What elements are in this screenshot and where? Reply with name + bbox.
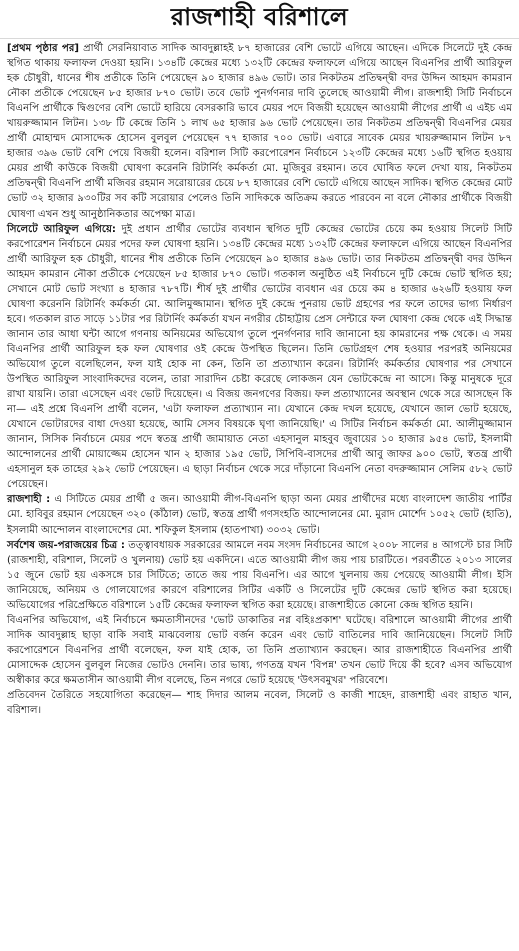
paragraph-continuation bbox=[7, 41, 512, 222]
section-lead: সিলেটে আরিফুল এগিয়ে: bbox=[7, 223, 116, 235]
paragraph-text: তত্ত্বাবধায়ক সরকারের আমলে নবম সংসদ নির্বাচনের আগে ২০০৮ সালের ৪ আগস্টে চার সিটি (রাজশাহী, বরিশাল, সিলেট ও খুলনায়) ভোট হয় একদিনে। এতে আওয়ামী লীগ জয় পায় চারটিতে। পরবর্তীতে ২০১৩ সালের ১৫ জুনে ভোট হয় একসঙ্গে চার সিটিতে; তাতে জয় পায় বিএনপি। এর আগে খুলনায় জয় পেয়েছে আওয়ামী লীগ। ইসি জানিয়েছে, অনিয়ম ও গোলযোগের কারণে বরিশালের সিটির একটি ও সিলেটের দুটি কেন্দ্রের ভোট স্থগিত করা হয়েছে। অভিযোগের পরিপ্রেক্ষিতে বরিশালে ১৫টি কেন্দ্রের ফলাফল স্থগিত করা হয়েছে। রাজশাহীতে কোনো কেন্দ্র স্থগিত হয়নি। bbox=[7, 539, 512, 611]
article-headline bbox=[0, 0, 519, 39]
paragraph-text: এ সিটিতে মেয়র প্রার্থী ৫ জন। আওয়ামী লীগ-বিএনপি ছাড়া অন্য মেয়র প্রার্থীদের মধ্যে বাংলাদেশ জাতীয় পার্টির মো. হাবিবুর রহমান পেয়েছেন ৩২০ (কাঁঠাল) ভোট, স্বতন্ত্র প্রার্থী গণসংহতি আন্দোলনের মো. মুরাদ মোর্শেদ ১০৫২ ভোট (হাতি), ইসলামী আন্দোলন বাংলাদেশের মো. শফিকুল ইসলাম (হাতপাখা) ৩০৩২ ভোট। bbox=[7, 494, 512, 536]
paragraph-rajshahi bbox=[7, 492, 512, 537]
paragraph-text: প্রার্থী সেরনিয়াবাত সাদিক আবদুল্লাহই ৮৭ হাজারের বেশি ভোটে এগিয়ে আছেন। এদিকে সিলেটে দুই কেন্দ্র স্থগিত থাকায় ফলাফল দেওয়া হয়নি। ১৩৪টি কেন্দ্রের মধ্যে ১৩২টি কেন্দ্রের ফলাফলে এগিয়ে আছেন বিএনপির প্রার্থী আরিফুল হক চৌধুরী, ধানের শীষ প্রতীকে তিনি পেয়েছেন ৯০ হাজার ৪৯৬ ভোট। তার নিকটতম প্রতিদ্বন্দ্বী বদর উদ্দিন আহমদ কামরান নৌকা প্রতীকে পেয়েছেন ৮৫ হাজার ৮৭০ ভোট। তবে ভোট পুনর্গণনার দাবি তুলেছে আওয়ামী লীগ। রাজশাহী সিটি নির্বাচনে বিএনপি প্রার্থীকে দ্বিগুণের বেশি ভোটে হারিয়ে বেসরকারি ভাবে মেয়র পদে বিজয়ী হয়েছেন আওয়ামী লীগের প্রার্থী এ এইচ এম খায়রুজ্জামান লিটন। ১৩৮ টি কেন্দ্রে তিনি ১ লাখ ৬৫ হাজার ৯৬ ভোট পেয়েছেন। তার নিকটতম প্রতিদ্বন্দ্বী বিএনপির মেয়র প্রার্থী মোহাম্মদ মোসাদ্দেক হোসেন বুলবুল পেয়েছেন ৭৭ হাজার ৭০০ ভোট। এবারে সাবেক মেয়র খায়রুজ্জামান লিটন ৮৭ হাজার ৩৯৬ ভোট বেশি পেয়ে বিজয়ী হলেন। বরিশাল সিটি করপোরেশন নির্বাচনে ১২৩টি কেন্দ্রের মধ্যে ১৬টি স্থগিত হওয়ায় মেয়র প্রার্থী কাউকে বিজয়ী ঘোষণা করেননি রিটার্নিং কর্মকর্তা মো. মুজিবুর রহমান। তবে ঘোষিত ফলে দেখা যায়, নিকটতম প্রতিদ্বন্দ্বী বিএনপি প্রার্থী মজিবর রহমান সরোয়ারের চেয়ে ৮৭ হাজারের বেশি ভোটে এগিয়ে আছেন সাদিক। স্থগিত কেন্দ্রের মোট ভোট ৩২ হাজার ৯৩০টির সব কটি সরোয়ার পেলেও তিনি সাদিককে অতিক্রম করতে পারবেন না বলে নৌকার প্রার্থীকে বিজয়ী ঘোষণা এখন শুধু আনুষ্ঠানিকতার অপেক্ষা মাত্র। bbox=[7, 43, 512, 220]
section-lead: সর্বশেষ জয়-পরাজয়ের চিত্র : bbox=[7, 539, 125, 551]
article-body bbox=[7, 39, 512, 718]
paragraph-results-history bbox=[7, 538, 512, 613]
paragraph-bnp-allegation bbox=[7, 613, 512, 688]
paragraph-sylhet bbox=[7, 222, 512, 493]
paragraph-text: বিএনপির অভিযোগ, এই নির্বাচনে ক্ষমতাসীনদের 'ভোট ডাকাতির নগ্ন বহিঃপ্রকাশ' ঘটেছে। বরিশালে আওয়ামী লীগের প্রার্থী সাদিক আবদুল্লাহ ছাড়া বাকি সবাই মাঝবেলায় ভোট বর্জন করেন এবং ভোট বাতিলের দাবি জানিয়েছেন। সিলেট সিটি করপোরেশনে বিএনপির প্রার্থী বলেছেন, ফল যাই হোক, তা তিনি প্রত্যাখ্যান করছেন। আর রাজশাহীতে বিএনপির প্রার্থী মোসাদ্দেক হোসেন বুলবুল নিজের ভোটও দেননি। তার ভাষ্য, গণতন্ত্র যখন 'বিপন্ন' তখন ভোট দিয়ে কী হবে? এসব অভিযোগ অস্বীকার করে ক্ষমতাসীন আওয়ামী লীগ বলেছে, তিন নগরে ভোট হয়েছে 'উৎসবমুখর' পরিবেশে। bbox=[7, 614, 512, 686]
headline-text: রাজশাহী বরিশালে bbox=[170, 3, 349, 31]
section-lead: রাজশাহী : bbox=[7, 494, 51, 506]
paragraph-credits bbox=[7, 688, 512, 718]
paragraph-text: প্রতিবেদন তৈরিতে সহযোগিতা করেছেন— শাহ দিদার আলম নবেল, সিলেট ও কাজী শাহেদ, রাজশাহী এবং রাহাত খান, বরিশাল। bbox=[7, 690, 512, 717]
paragraph-text: দুই প্রধান প্রার্থীর ভোটের ব্যবধান স্থগিত দুটি কেন্দ্রের ভোটের চেয়ে কম হওয়ায় সিলেট সিটি করপোরেশন নির্বাচনে মেয়র পদের ফল ঘোষণা হয়নি। ১৩৪টি কেন্দ্রের মধ্যে ১৩২টি কেন্দ্রের ফলাফলে এগিয়ে আছেন বিএনপির প্রার্থী আরিফুল হক চৌধুরী, ধানের শীষ প্রতীকে তিনি পেয়েছেন ৯০ হাজার ৪৯৬ ভোট। তার নিকটতম প্রতিদ্বন্দ্বী বদর উদ্দিন আহমদ কামরান নৌকা প্রতীকে পেয়েছেন ৮৫ হাজার ৮৭০ ভোট। গতকাল অনুষ্ঠিত এই নির্বাচনে দুটি কেন্দ্রে ভোট স্থগিত হয়; সেখানে মোট ভোট সংখ্যা ৪ হাজার ৭৮৭টি। শীর্ষ দুই প্রার্থীর ভোটের ব্যবধান এর চেয়ে কম ৪ হাজার ৬২৬টি হওয়ায় ফল ঘোষণা করেননি রিটার্নিং কর্মকর্তা মো. আলিমুজ্জামান। স্থগিত দুই কেন্দ্রে পুনরায় ভোট গ্রহণের পর ফলে তাদের ভাগ্য নির্ধারণ হবে। গতকাল রাত সাড়ে ১১টার পর রিটার্নিং কর্মকর্তা যখন নগরীর চৌহাট্টায় প্রেস সেন্টারে ফল ঘোষণা কেন্দ্র থেকে এই সিদ্ধান্ত জানান তার আধা ঘন্টা আগে গণনায় অনিয়মের অভিযোগ তুলে পুনর্গণনার দাবি জানানো হয় কামরানের পক্ষ থেকে। এ সময় বিএনপির প্রার্থী আরিফুল হক ফল ঘোষণার ওই কেন্দ্রে উপস্থিত ছিলেন। তিনি ভোটগ্রহণ শেষ হওয়ার পরপরই অনিয়মের অভিযোগ তুলে বলেছিলেন, ফল যাই হোক না কেন, তিনি তা প্রত্যাখ্যান করেন। রিটার্নিং কর্মকর্তার ঘোষণার পর সেখানে উপস্থিত আরিফুল সাংবাদিকদের বলেন, তারা সারাদিন চেষ্টা করেছে লোকজন যেন ভোটকেন্দ্রে না আসে। কিন্তু মানুষকে দূরে রাখা যায়নি। তারা এসেছেন এবং ভোট দিয়েছেন। এ বিজয় জনগণের বিজয়। ফল প্রত্যাখ্যানের অবস্থান থেকে সরে আসছেন কি না— এই প্রশ্নে বিএনপি প্রার্থী বলেন, 'এটা ফলাফল প্রত্যাখ্যান না। যেখানে কেন্দ্র দখল হয়েছে, যেখানে জাল ভোট হয়েছে, যেখানে ভোটারদের বাধা দেওয়া হয়েছে, আমি সেসব বিষয়কে ঘৃণা জানিয়েছি।' এ সিটির নির্বাচন কর্মকর্তা মো. আলীমুজ্জামান জানান, সিসিক নির্বাচনে মেয়র পদে স্বতন্ত্র প্রার্থী জামায়াত নেতা এহসানুল মাহবুব জুবায়ের ১০ হাজার ৯৫৪ ভোট, ইসলামী আন্দোলনের প্রার্থী মোয়াজ্জেম হোসেন খান ২ হাজার ১৯৫ ভোট, সিপিবি-বাসদের প্রার্থী আবু জাফর ৯০০ ভোট, স্বতন্ত্র প্রার্থী এহসানুল হক তাহের ২৯২ ভোট পেয়েছেন। এ ছাড়া নির্বাচন থেকে সরে দাঁড়ানো বিএনপি নেতা বদরুজ্জামান সেলিম ৫৮২ ভোট পেয়েছেন। bbox=[7, 223, 512, 491]
section-lead: [প্রথম পৃষ্ঠার পর] bbox=[7, 43, 79, 54]
